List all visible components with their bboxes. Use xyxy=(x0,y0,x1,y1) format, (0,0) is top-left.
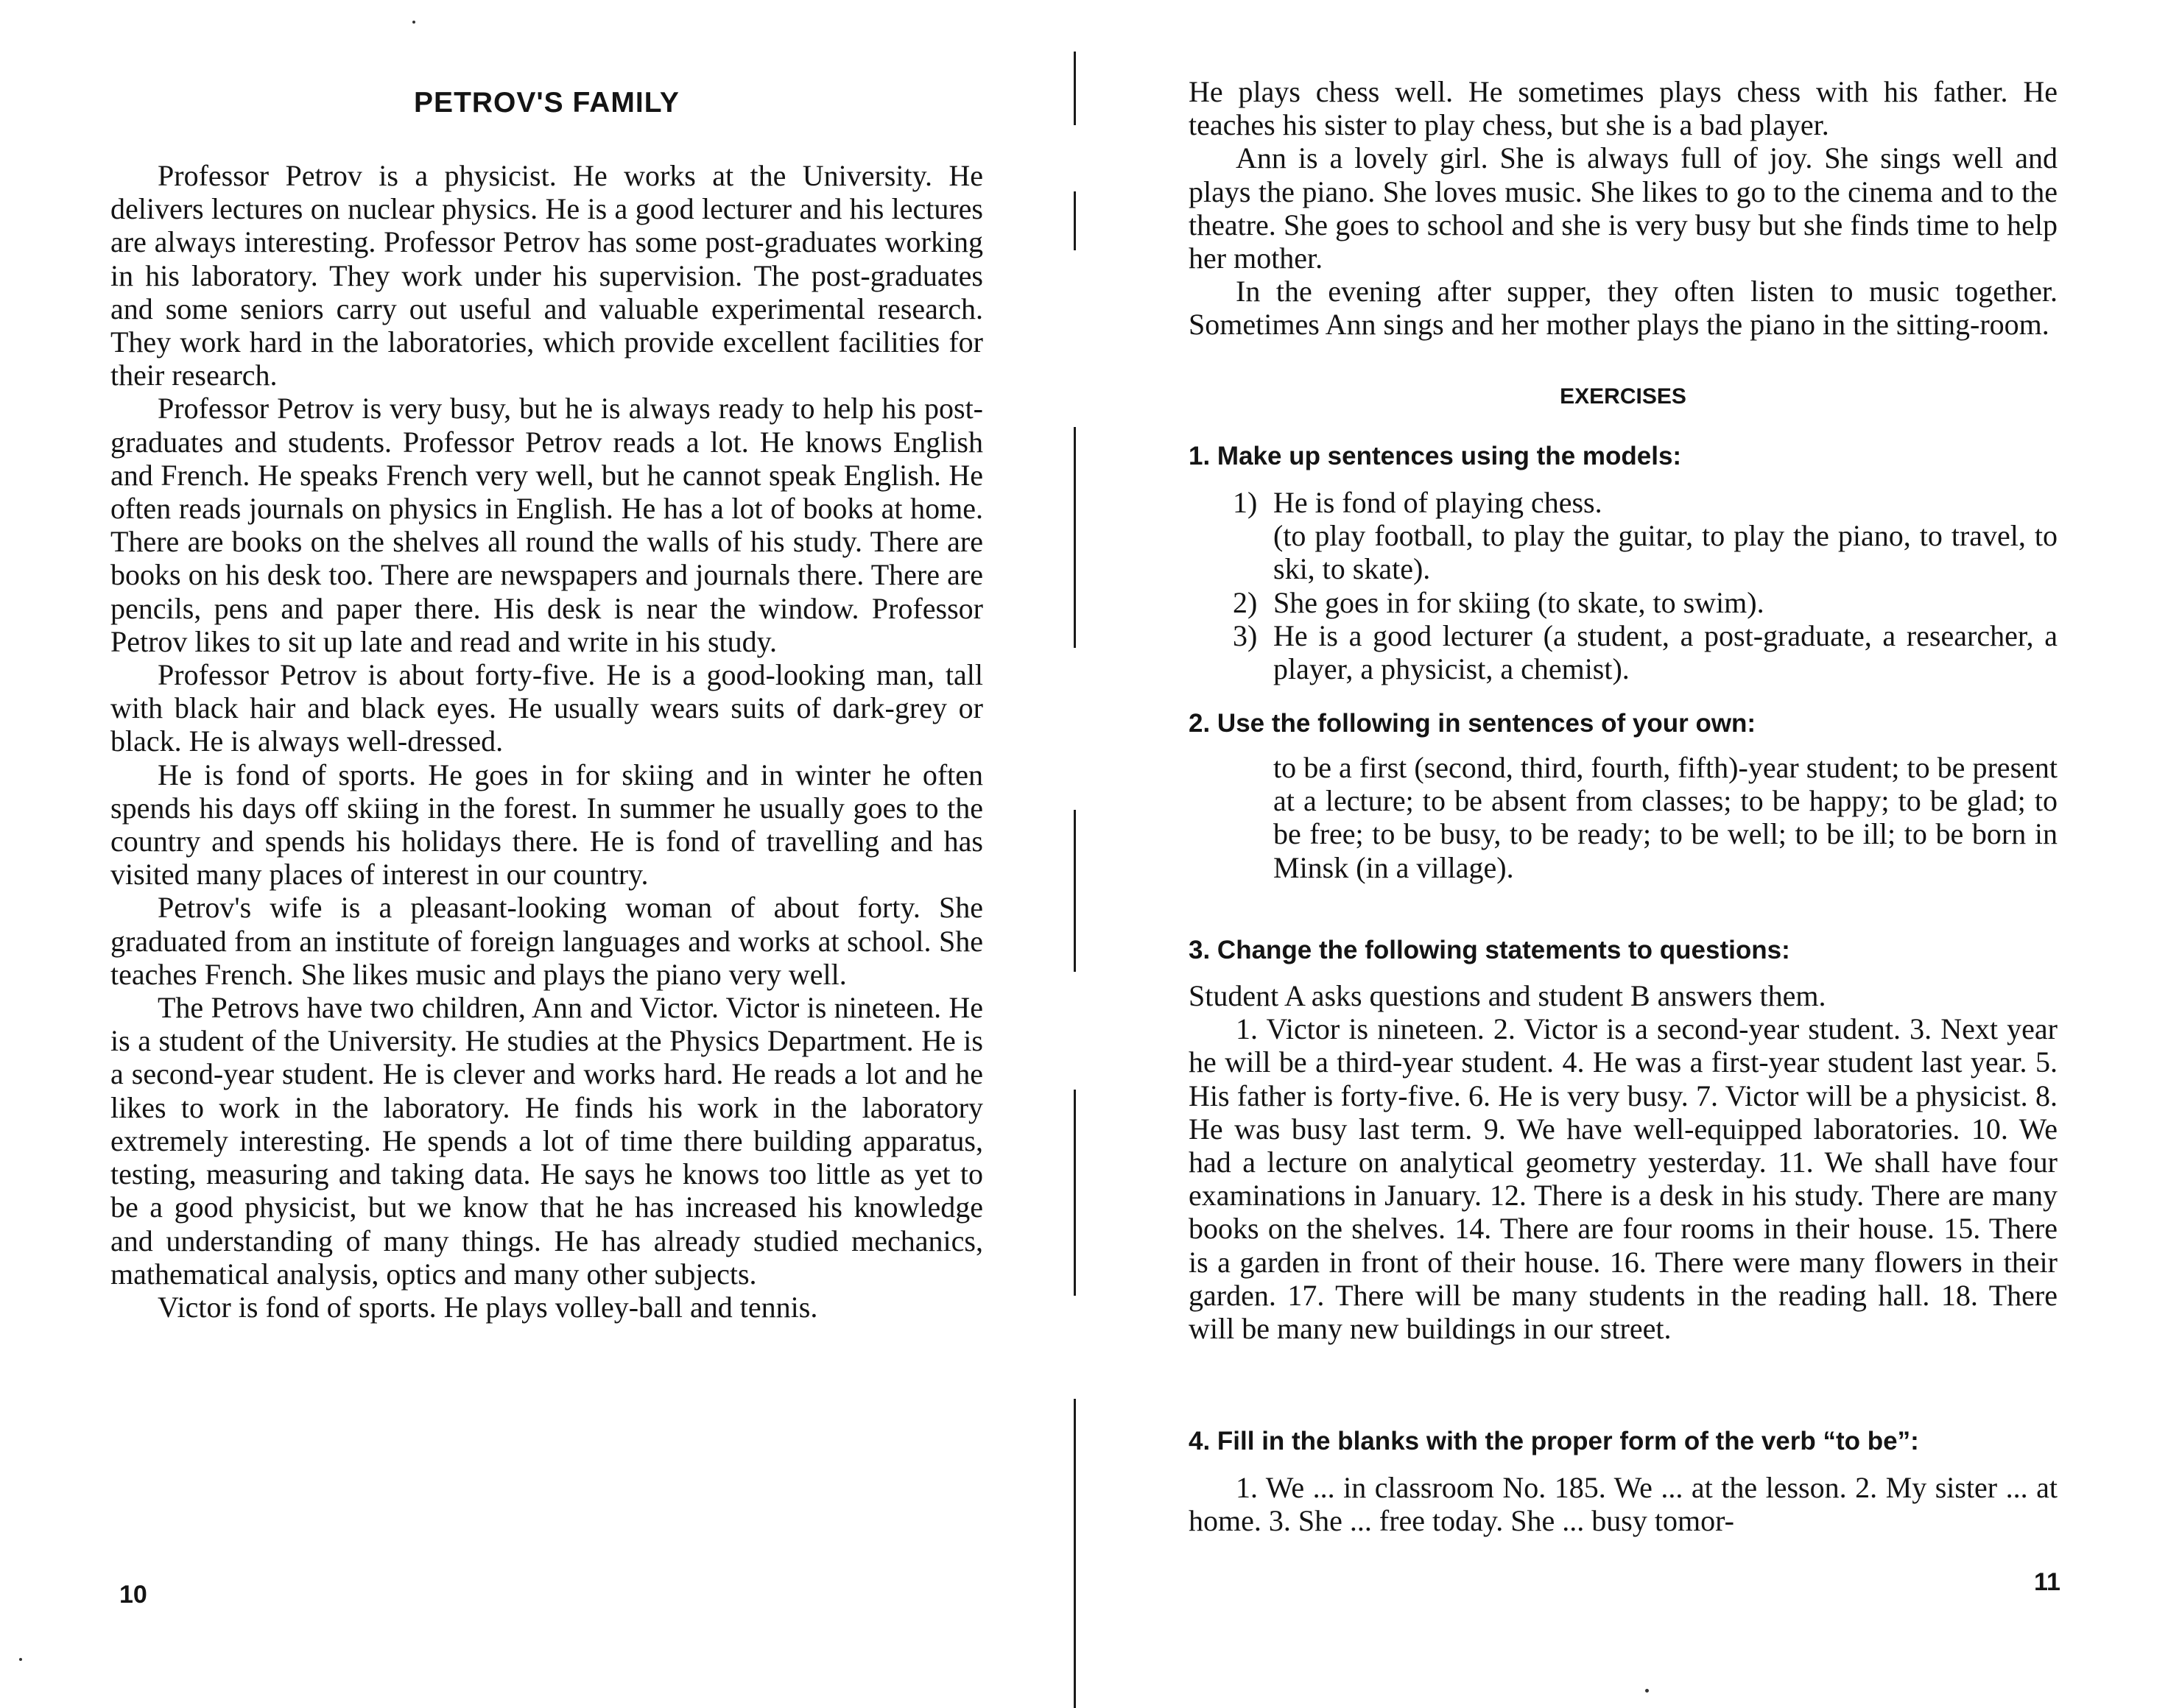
page-number-left: 10 xyxy=(119,1581,147,1609)
exercise-4-title: 4. Fill in the blanks with the proper form of the verb “to be”: xyxy=(1189,1427,1919,1455)
model-text: She goes in for skiing (to skate, to swim). xyxy=(1273,585,1764,619)
article-continuation xyxy=(1189,75,2058,342)
paragraph: The Petrovs have two children, Ann and Victor. Victor is nineteen. He is a student of the University. He studies at the Physics Department. He is a second-year student. He is clever and works hard. He reads a lot and he likes to work in the laboratory. He finds his work in the laboratory extremely interesting. He spends a lot of time there building apparatus, testing, measuring and taking data. He says he knows too little as yet to be a good physicist, but we know that he has increased his knowledge and understanding of many things. He has already studied mechanics, mathematical analysis, optics and many other subjects. xyxy=(110,991,983,1291)
gutter-line-upper xyxy=(1074,191,1076,250)
model-item xyxy=(1189,619,2058,685)
model-number: 3) xyxy=(1233,618,1258,652)
paragraph: He plays chess well. He sometimes plays chess with his father. He teaches his sister to play chess, but she is a bad player. xyxy=(1189,75,2058,142)
model-extra: (to play football, to play the guitar, to play the piano, to travel, to ski, to skate). xyxy=(1273,519,2058,586)
model-text: He is a good lecturer (a student, a post-graduate, a researcher, a player, a physicist, a chemist). xyxy=(1273,618,2058,686)
exercises-heading: EXERCISES xyxy=(1560,384,1686,409)
gutter-line-mid xyxy=(1074,427,1076,648)
gutter-line-low xyxy=(1074,1090,1076,1296)
model-number: 1) xyxy=(1233,486,1258,519)
exercise-3-text: 1. Victor is nineteen. 2. Victor is a second-year student. 3. Next year he will be a third-year student. 4. He was a first-year student last year. 5. His father is forty-five. 6. He is very busy. 7. Victor will be a physicist. 8. He was busy last term. 9. We have well-equipped laboratories. 10. We had a lecture on analytical geometry yesterday. 11. We shall have four examinations in January. 12. There is a desk in his study. There are many books on the shelves. 14. There are four rooms in their house. 15. There is a garden in front of their house. 16. There were many flowers in their garden. 17. There will be many students in the reading hall. 18. There will be many new buildings in our street. xyxy=(1189,1012,2058,1346)
paragraph: Professor Petrov is very busy, but he is always ready to help his post-graduates and students. Professor Petrov reads a lot. He knows English and French. He speaks French very well, but he cannot speak English. He often reads journals on physics in English. He has a lot of books at home. There are books on the shelves all round the walls of his study. There are books on his desk too. There are newspapers and journals there. There are pencils, pens and paper there. His desk is near the window. Professor Petrov likes to sit up late and read and write in his study. xyxy=(110,392,983,658)
exercise-2-title: 2. Use the following in sentences of your own: xyxy=(1189,709,1756,738)
exercise-3-body xyxy=(1189,979,2058,1345)
gutter-line-lower xyxy=(1074,810,1076,972)
exercise-3-title: 3. Change the following statements to questions: xyxy=(1189,936,1790,964)
paragraph: In the evening after supper, they often listen to music together. Sometimes Ann sings and her mother plays the piano in the sitting-room. xyxy=(1189,275,2058,342)
exercise-2-text: to be a first (second, third, fourth, fifth)-year student; to be present at a lecture; to be absent from classes; to be happy; to be glad; to be free; to be busy, to be ready; to be well; to be ill; to be born in Minsk (in a village). xyxy=(1273,751,2058,884)
paragraph: Professor Petrov is a physicist. He works at the University. He delivers lectures on nuclear physics. He is a good lecturer and his lectures are always interesting. Professor Petrov has some post-graduates working in his laboratory. They work under his supervision. The post-graduates and some seniors carry out useful and valuable experimental research. They work hard in the laboratories, which provide excellent facilities for their research. xyxy=(110,159,983,392)
gutter-line-bottom xyxy=(1074,1399,1076,1708)
article-body xyxy=(110,159,983,1324)
exercise-1-title: 1. Make up sentences using the models: xyxy=(1189,442,1682,470)
exercise-4-text: 1. We ... in classroom No. 185. We ... at the lesson. 2. My sister ... at home. 3. She ... free today. She ... busy tomor- xyxy=(1189,1471,2058,1538)
speck-1 xyxy=(412,21,415,24)
speck-2 xyxy=(1645,1689,1649,1693)
model-item xyxy=(1189,486,2058,586)
speck-3 xyxy=(19,1658,22,1661)
paragraph: Petrov's wife is a pleasant-looking woman of about forty. She graduated from an institute of foreign languages and works at school. She teaches French. She likes music and plays the piano very well. xyxy=(110,891,983,991)
model-number: 2) xyxy=(1233,585,1258,619)
page-number-right: 11 xyxy=(2034,1568,2060,1596)
paragraph: Ann is a lovely girl. She is always full of joy. She sings well and plays the piano. She loves music. She likes to go to the cinema and to the theatre. She goes to school and she is very busy but she finds time to help her mother. xyxy=(1189,141,2058,275)
exercise-3-intro: Student A asks questions and student B answers them. xyxy=(1189,979,1826,1012)
model-text: He is fond of playing chess. xyxy=(1273,486,1602,519)
model-item xyxy=(1189,586,2058,619)
paragraph: Victor is fond of sports. He plays volley-ball and tennis. xyxy=(158,1290,818,1324)
page-title: PETROV'S FAMILY xyxy=(414,87,680,119)
paragraph: He is fond of sports. He goes in for skiing and in winter he often spends his days off skiing in the forest. In summer he usually goes to the country and spends his holidays there. He is fond of travelling and has visited many places of interest in our country. xyxy=(110,758,983,892)
paragraph: Professor Petrov is about forty-five. He is a good-looking man, tall with black hair and black eyes. He usually wears suits of dark-grey or black. He is always well-dressed. xyxy=(110,658,983,758)
gutter-line-top xyxy=(1074,52,1076,125)
exercise-1-models xyxy=(1189,486,2058,685)
